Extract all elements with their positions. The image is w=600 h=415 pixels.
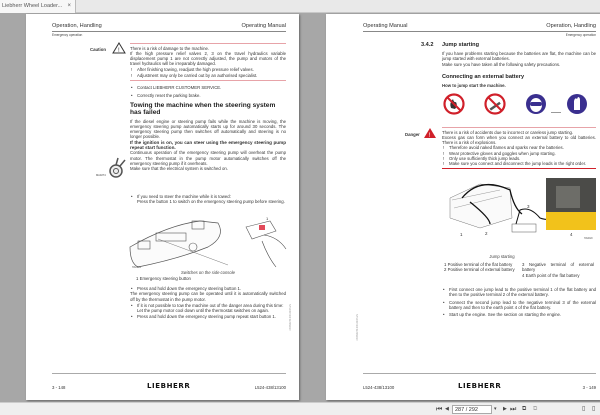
page-number-input[interactable]: 287 / 292 xyxy=(452,405,492,414)
towing-text: If the diesel engine or steering pump fails while the machine is moving, the emergency steering pump automatically starts up for around 30 seconds. The emergency steering pump then switches off automatically and steering is no longer possible. If the ignition is on, you can steer using the emergency steering pump repeat start function. Continuous operation of the emergency steering pump will overheat the pump motor. The thermostat in the pump motor automatically switches off the emergency steering pump if it overheats. Make sure that the electrical system is switched on. xyxy=(130,118,286,172)
header-right: Operating Manual xyxy=(241,23,286,29)
document-tab[interactable] xyxy=(0,0,76,13)
page-149: Operating Manual Operation, Handling Emergency operation 3.4.2 Jump starting If you have problems starting because the batteries are flat, the machine can be jump started with external batteries. Make sure you have taken all the following safety precautions. Connecting an external battery How to jump start the machine. Danger ! There is a risk of accidents due to incorrect or careless jump starting. Excess gas can form when you connect an external battery to old batteries. There is a risk of explosions. ! Therefore avoid naked flames and sparks near the batteries. ! Wear protective gloves and goggles when jump starting. ! Only use sufficiently thick jump leads. ! Make sure you connect and disconnect the jump leads in the right order. 1 2 3 4 HA0020 Jump starting 1 Positive terminal of the flat battery 2 Positive terminal of external battery 3 Negative terminal of external battery 4 Earth point of the flat battery • First connect one jump lead to the positive terminal 1 of the flat battery and then to the positive terminal 2 of the external battery. • Connect the second jump lead to the negative terminal 3 of the external battery and then to the earth point 4 of the flat battery. • Start up the engine. See the section on starting the engine. LWPA0270.004-0207-EN L524-438/13100 LIEBHERR 3 - 149 xyxy=(326,14,600,400)
header-right: Operation, Handling xyxy=(546,23,596,29)
last-page-button[interactable]: ⏭ xyxy=(510,406,517,413)
wear-goggles-icon xyxy=(525,93,547,115)
figure-callout: 1 xyxy=(266,217,269,221)
back-view-icon[interactable]: ⧉ xyxy=(522,406,527,412)
svg-text:!: ! xyxy=(118,48,120,54)
danger-and-figure-flow xyxy=(442,127,596,169)
page-dropdown-chevron-icon[interactable]: ▾ xyxy=(494,406,497,412)
section-title: Jump starting xyxy=(442,42,479,48)
document-number: L524-438/13100 xyxy=(254,385,286,390)
danger-text: There is a risk of accidents due to incorrect or careless jump starting. Excess gas can form when you connect an external battery to old batteries. There is a risk of explosions. ! Therefore avoid naked flames and sparks near the batteries. ! Wear protective gloves and goggles when jump starting. ! Only use sufficiently thick jump leads. ! Make sure you connect and disconnect the jump leads in the right order. xyxy=(442,127,596,169)
figure-code: HA0091 xyxy=(132,266,142,269)
figure-caption: Switches on the side console xyxy=(180,270,235,275)
page-148: Operation, Handling Operating Manual Emergency operation Caution ! There is a risk of damage to the machine. If the high pressure relief valves 2, 3 on the travel hydraulics variable displacement pump 1 are not correctly adjusted, the pump and motors of the travel hydraulics will be irreparably damaged. ! After finishing towing, readjust the high pressure relief valves. ! Adjustment may only be carried out by an authorised specialist. • Contact LIEBHERR CUSTOMER SERVICE. • Correctly reset the parking brake. Towing the machine when the steering system has failed If the diesel engine or steering pump fails while the machine is moving, the emergency steering pump automatically starts up for around 30 seconds. The emergency steering pump then switches off automatically and steering is no longer possible. If the ignition is on, you can steer using the emergency steering pump repeat start function. Continuous operation of the emergency steering pump will overheat the pump motor. The thermostat in the pump motor automatically switches off the emergency steering pump if it overheats. Make sure that the electrical system is switched on. MA0274 • If you need to steer the machine while it is towed: Press the button 1 to switch on the emergency steering pump before steering. 1 HA0091 Switches on the side console 1 Emergency steering button • Press and hold down the emergency steering button 1. The emergency steering pump can be operated until it is automatically switched off by the thermostat in the pump motor. • If it is not possible to tow the machine out of the danger area during this time: Let the pump motor cool down until the thermostat switches on again. • Press and hold down the emergency steering pump repeat start button 1. LWPA0270.004-0207-EN 3 - 148 LIEBHERR L524-438/13100 xyxy=(26,14,299,400)
header-left: Operation, Handling xyxy=(52,23,102,29)
page-number: 3 - 148 xyxy=(52,385,66,390)
callout-3: 3 xyxy=(527,204,530,209)
figure-caption: Jump starting xyxy=(489,254,515,259)
side-console-illustration xyxy=(128,217,288,269)
tab-bar xyxy=(0,0,600,13)
danger-label: Danger xyxy=(405,132,420,137)
section-number: 3.4.2 xyxy=(421,42,434,48)
subheader: Emergency operation xyxy=(565,33,596,37)
subheader: Emergency operation xyxy=(52,33,83,37)
list-item: • First connect one jump lead to the positive terminal 1 of the flat battery and then to the positive terminal 2 of the external battery. xyxy=(442,287,596,298)
callout-1: 1 xyxy=(460,232,463,237)
list-item: • Connect the second jump lead to the negative terminal 3 of the external battery and then to the earth point 4 of the flat battery. xyxy=(442,300,596,311)
legend-item: 4 Earth point of the flat battery xyxy=(522,272,580,278)
figure-legend: 1 Emergency steering button xyxy=(136,276,191,281)
callout-2: 2 xyxy=(485,231,488,236)
list-item: • If it is not possible to tow the machine out of the danger area during this time: xyxy=(130,303,286,308)
figure-code: HA0020 xyxy=(584,237,593,240)
single-page-view-icon[interactable]: ▯ xyxy=(582,406,586,412)
subheading: Connecting an external battery xyxy=(442,74,525,80)
list-item: • Correctly reset the parking brake. xyxy=(130,93,286,98)
callout-4: 4 xyxy=(570,232,573,237)
legend-item: 3 Negative terminal of external battery xyxy=(522,262,594,273)
wear-gloves-icon xyxy=(566,93,588,115)
next-page-button[interactable]: ▶ xyxy=(503,406,507,412)
emergency-steering-symbol-icon xyxy=(106,157,130,181)
list-item: • Contact LIEBHERR CUSTOMER SERVICE. xyxy=(130,85,286,90)
legend-item: 1 Positive terminal of the flat battery xyxy=(444,262,513,267)
liebherr-logo: LIEBHERR xyxy=(147,382,191,390)
svg-text:!: ! xyxy=(428,133,431,139)
caution-text: There is a risk of damage to the machine. If the high pressure relief valves 2, 3 on the travel hydraulics variable displacement pump 1 are not correctly adjusted, the pump and motors of the travel hydraulics will be irreparably damaged. ! After finishing towing, readjust the high pressure relief valves. ! Adjustment may only be carried out by an authorised specialist. xyxy=(130,43,286,81)
header-left: Operating Manual xyxy=(363,23,408,29)
forward-view-icon[interactable]: ⧉ xyxy=(533,406,538,412)
list-item: • Press and hold down the emergency steering pump repeat start button 1. xyxy=(130,314,286,319)
side-code: LWPA0270.004-0207-EN xyxy=(356,314,359,341)
section-heading: Towing the machine when the steering system has failed xyxy=(130,101,276,117)
page-number: 3 - 149 xyxy=(582,385,596,390)
side-code: LWPA0270.004-0207-EN xyxy=(289,304,292,331)
jump-starting-illustration xyxy=(440,178,596,240)
no-smoking-icon xyxy=(484,93,506,115)
document-view[interactable] xyxy=(0,13,600,402)
two-page-view-icon[interactable]: ▯ xyxy=(592,406,596,412)
list-item: • Press and hold down the emergency steering button 1. xyxy=(130,286,286,291)
navigation-toolbar xyxy=(0,402,600,415)
liebherr-logo: LIEBHERR xyxy=(458,382,502,390)
list-item: • If you need to steer the machine while it is towed: xyxy=(130,194,286,199)
list-item: • Start up the engine. See the section on starting the engine. xyxy=(442,312,596,317)
previous-page-button[interactable]: ◀ xyxy=(445,406,449,412)
caution-and-towing-flow xyxy=(130,43,286,172)
tab-title: Liebherr Wheel Loader... xyxy=(2,3,63,9)
first-page-button[interactable]: ⏮ xyxy=(436,406,443,413)
close-tab-icon[interactable]: × xyxy=(67,3,71,9)
subsubheading: How to jump start the machine. xyxy=(442,83,506,88)
document-number: L524-438/13100 xyxy=(363,385,395,390)
no-open-flame-icon xyxy=(443,93,465,115)
danger-triangle-icon xyxy=(423,127,437,139)
caution-label: Caution xyxy=(90,47,106,52)
warning-triangle-icon xyxy=(112,42,126,54)
icon-code: MA0274 xyxy=(96,174,106,177)
legend-item: 2 Positive terminal of external battery xyxy=(444,267,515,273)
